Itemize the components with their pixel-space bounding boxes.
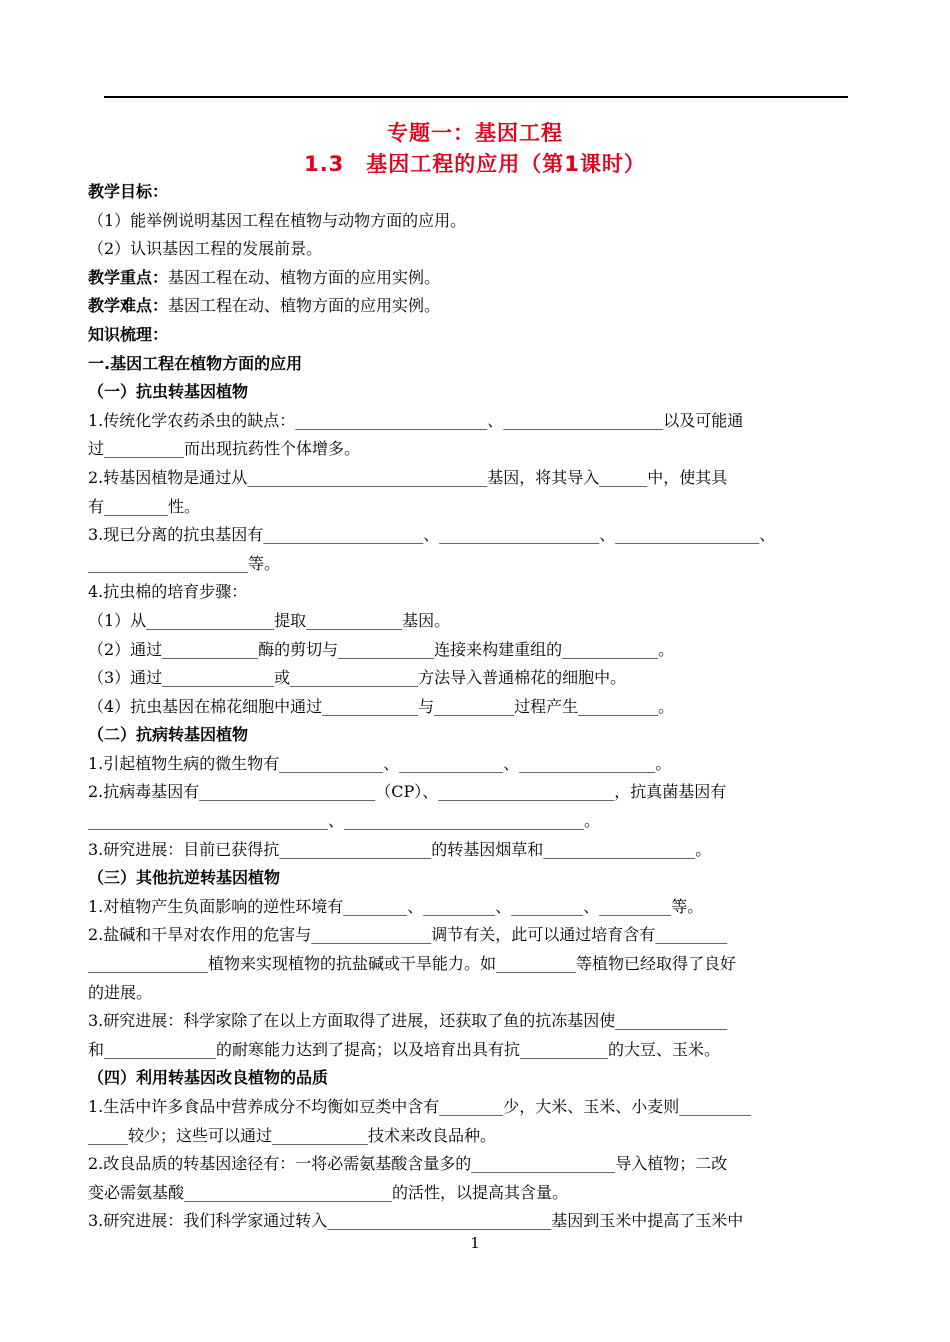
line-text: （2）通过____________酶的剪切与____________连接来构建重组的____________。 xyxy=(88,639,675,659)
line-text: （4）抗虫基因在棉花细胞中通过____________与__________过程产生__________。 xyxy=(88,696,675,716)
line-text: 2.转基因植物是通过从______________________________基因，将其导入______中，使其具 xyxy=(88,467,728,487)
section-heading: （一）抗虫转基因植物 xyxy=(88,382,249,402)
text-line xyxy=(88,464,850,493)
document-title: 专题一：基因工程 xyxy=(387,121,563,145)
line-text: 3.研究进展：科学家除了在以上方面取得了进展，还获取了鱼的抗冻基因使______________ xyxy=(88,1011,728,1031)
text-line xyxy=(88,550,850,579)
line-text: 2.改良品质的转基因途径有：一将必需氨基酸含量多的__________________导入植物；二改 xyxy=(88,1154,728,1174)
line-text: ______________________________、______________________________。 xyxy=(88,811,601,831)
text-line xyxy=(88,1093,850,1122)
document-body xyxy=(88,178,850,1236)
text-line xyxy=(88,921,850,950)
text-line xyxy=(88,664,850,693)
text-line xyxy=(88,1007,850,1036)
line-text: 基因工程在动、植物方面的应用实例。 xyxy=(168,296,441,316)
line-text: 的进展。 xyxy=(88,982,153,1002)
section-heading: （二）抗病转基因植物 xyxy=(88,725,249,745)
text-line xyxy=(88,1122,850,1151)
text-line xyxy=(88,807,850,836)
line-text: 4.抗虫棉的培育步骤： xyxy=(88,582,248,602)
line-text: _____较少；这些可以通过____________技术来改良品种。 xyxy=(88,1125,497,1145)
text-line xyxy=(88,321,850,350)
line-text: 3.现已分离的抗虫基因有____________________、____________________、__________________、 xyxy=(88,525,776,545)
line-text: ____________________等。 xyxy=(88,553,281,573)
text-line xyxy=(88,235,850,264)
section-heading: 一.基因工程在植物方面的应用 xyxy=(88,353,303,373)
line-text: 1.对植物产生负面影响的逆性环境有________、_________、_________、_________等。 xyxy=(88,896,704,916)
line-text: 过__________而出现抗药性个体增多。 xyxy=(88,439,361,459)
line-label: 教学重点： xyxy=(88,267,169,287)
text-line xyxy=(88,207,850,236)
line-text: 3.研究进展：目前已获得抗___________________的转基因烟草和___________________。 xyxy=(88,839,712,859)
text-line xyxy=(88,435,850,464)
line-text: 2.抗病毒基因有______________________（CP）、______________________，抗真菌基因有 xyxy=(88,782,727,802)
line-text: 基因工程在动、植物方面的应用实例。 xyxy=(168,267,441,287)
text-line xyxy=(88,607,850,636)
line-text: 3.研究进展：我们科学家通过转入____________________________基因到玉米中提高了玉米中 xyxy=(88,1211,744,1231)
text-line xyxy=(88,378,850,407)
text-line xyxy=(88,864,850,893)
line-text: （1）从________________提取____________基因。 xyxy=(88,610,451,630)
section-heading: 知识梳理： xyxy=(88,324,169,344)
text-line xyxy=(88,493,850,522)
text-line xyxy=(88,750,850,779)
line-text: 1.传统化学农药杀虫的缺点：________________________、____________________以及可能通 xyxy=(88,410,744,430)
text-line xyxy=(88,1064,850,1093)
text-line xyxy=(88,636,850,665)
text-line xyxy=(88,836,850,865)
section-heading: （三）其他抗逆转基因植物 xyxy=(88,868,281,888)
line-text: （2）认识基因工程的发展前景。 xyxy=(88,239,323,259)
line-text: 1.引起植物生病的微生物有_____________、_____________、_________________。 xyxy=(88,753,672,773)
text-line xyxy=(88,578,850,607)
text-line xyxy=(88,950,850,979)
text-line xyxy=(88,1036,850,1065)
line-text: 有________性。 xyxy=(88,496,201,516)
text-line xyxy=(88,693,850,722)
text-line xyxy=(88,778,850,807)
text-line xyxy=(88,521,850,550)
text-line xyxy=(88,1207,850,1236)
line-text: 变必需氨基酸__________________________的活性，以提高其含量。 xyxy=(88,1182,569,1202)
line-text: （1）能举例说明基因工程在植物与动物方面的应用。 xyxy=(88,210,467,230)
line-text: 2.盐碱和干旱对农作用的危害与_______________调节有关，此可以通过培育含有_________ xyxy=(88,925,728,945)
line-text: （3）通过______________或________________方法导入普通棉花的细胞中。 xyxy=(88,668,627,688)
section-heading: 教学目标： xyxy=(88,182,169,201)
line-text: _______________植物来实现植物的抗盐碱或干旱能力。如__________等植物已经取得了良好 xyxy=(88,954,737,974)
text-line xyxy=(88,350,850,379)
text-line xyxy=(88,1179,850,1208)
section-heading: （四）利用转基因改良植物的品质 xyxy=(88,1068,329,1088)
text-line xyxy=(88,1150,850,1179)
text-line xyxy=(88,893,850,922)
text-line xyxy=(88,979,850,1008)
text-line xyxy=(88,292,850,321)
line-text: 和______________的耐寒能力达到了提高；以及培育出具有抗___________的大豆、玉米。 xyxy=(88,1039,721,1059)
text-line xyxy=(88,264,850,293)
line-text: 1.生活中许多食品中营养成分不均衡如豆类中含有________少，大米、玉米、小麦则_________ xyxy=(88,1097,752,1116)
text-line xyxy=(88,178,850,207)
page-number: 1 xyxy=(470,1234,480,1252)
line-label: 教学难点： xyxy=(88,296,169,316)
document-subtitle: 1.3 基因工程的应用（第1课时） xyxy=(304,152,646,176)
text-line xyxy=(88,721,850,750)
text-line xyxy=(88,407,850,436)
header-rule xyxy=(104,96,848,98)
